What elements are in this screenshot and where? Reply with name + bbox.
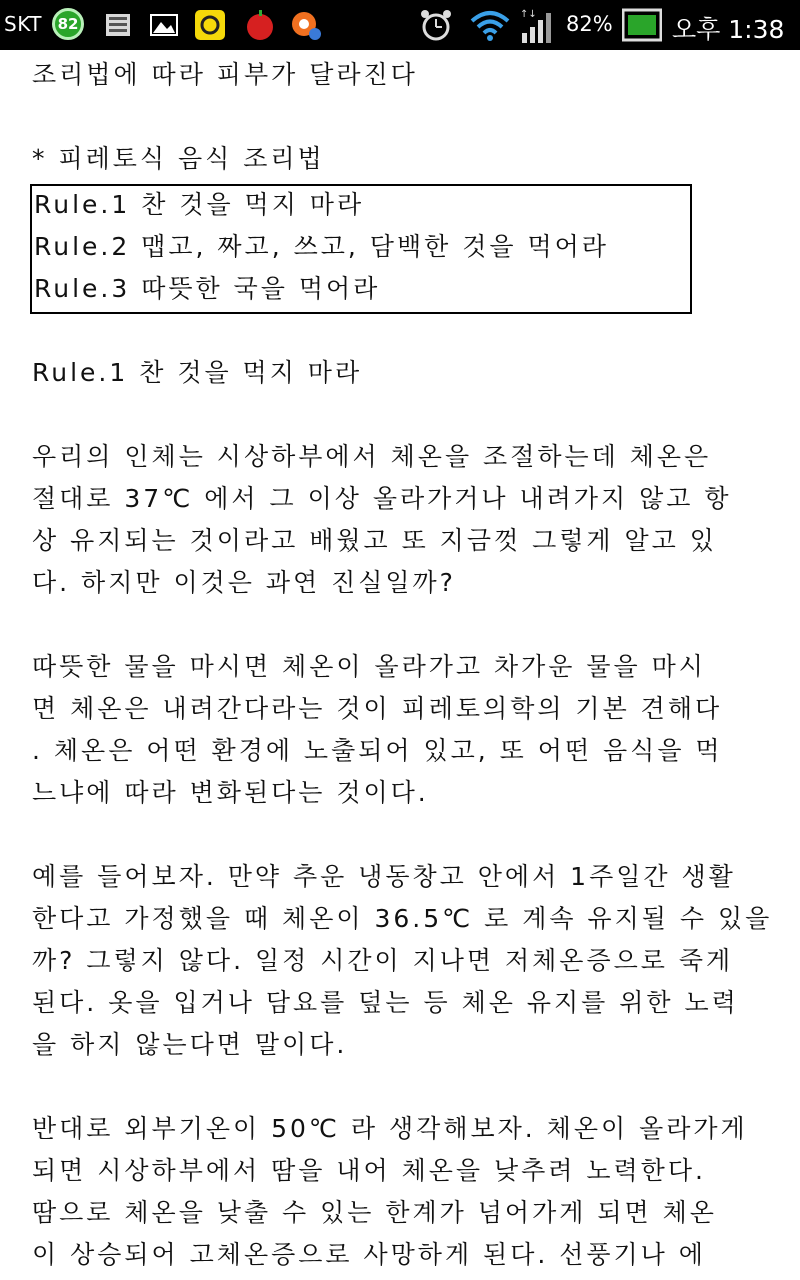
battery-badge-icon: 82 xyxy=(52,8,84,40)
paragraph-line: 다. 하지만 이것은 과연 진실일까? xyxy=(32,568,456,597)
alarm-icon xyxy=(418,7,454,43)
signal-icon xyxy=(518,5,558,45)
paragraph-line: 이 상승되어 고체온증으로 사망하게 된다. 선풍기나 에 xyxy=(32,1240,706,1269)
paragraph-line: 느냐에 따라 변화된다는 것이다. xyxy=(32,778,429,807)
section-heading: * 피레토식 음식 조리법 xyxy=(32,144,325,173)
notes-app-icon xyxy=(194,9,226,41)
paragraph-line: 상 유지되는 것이라고 배웠고 또 지금껏 그렇게 알고 있 xyxy=(32,526,717,555)
rule-box-line: Rule.3 따뜻한 국을 먹어라 xyxy=(34,274,381,303)
paragraph-line: 을 하지 않는다면 말이다. xyxy=(32,1030,348,1059)
wifi-icon xyxy=(470,7,510,43)
paragraph-line: 한다고 가정했을 때 체온이 36.5℃ 로 계속 유지될 수 있을 xyxy=(32,904,773,933)
soccer-app-icon xyxy=(290,9,322,41)
carrier-label: SKT xyxy=(4,12,42,36)
paragraph-line: 된다. 옷을 입거나 담요를 덮는 등 체온 유지를 위한 노력 xyxy=(32,988,739,1017)
image-icon xyxy=(148,9,180,41)
clock: 오후 1:38 xyxy=(672,15,785,44)
paragraph-line: 되면 시상하부에서 땀을 내어 체온을 낮추려 노력한다. xyxy=(32,1156,706,1185)
rule-box-line: Rule.1 찬 것을 먹지 마라 xyxy=(34,190,365,219)
paragraph-line: 절대로 37℃ 에서 그 이상 올라가거나 내려가지 않고 항 xyxy=(32,484,732,513)
battery-percent: 82% xyxy=(566,12,613,36)
rule1-heading: Rule.1 찬 것을 먹지 마라 xyxy=(32,358,363,387)
apple-app-icon xyxy=(244,9,276,41)
status-bar xyxy=(0,0,800,50)
article-title: 조리법에 따라 피부가 달라진다 xyxy=(32,60,418,89)
paragraph-line: 우리의 인체는 시상하부에서 체온을 조절하는데 체온은 xyxy=(32,442,712,471)
rules-box xyxy=(30,184,692,314)
battery-icon xyxy=(622,8,662,42)
paragraph-line: . 체온은 어떤 환경에 노출되어 있고, 또 어떤 음식을 먹 xyxy=(32,736,723,765)
article-content[interactable] xyxy=(0,50,800,1280)
rule-box-line: Rule.2 맵고, 짜고, 쓰고, 담백한 것을 먹어라 xyxy=(34,232,609,261)
paragraph-line: 따뜻한 물을 마시면 체온이 올라가고 차가운 물을 마시 xyxy=(32,652,706,681)
list-icon xyxy=(102,9,134,41)
paragraph-line: 까? 그렇지 않다. 일정 시간이 지나면 저체온증으로 죽게 xyxy=(32,946,734,975)
paragraph-line: 예를 들어보자. 만약 추운 냉동창고 안에서 1주일간 생활 xyxy=(32,862,736,891)
paragraph-line: 반대로 외부기온이 50℃ 라 생각해보자. 체온이 올라가게 xyxy=(32,1114,748,1143)
svg-text:↑↓: ↑↓ xyxy=(520,9,537,20)
paragraph-line: 면 체온은 내려간다라는 것이 피레토의학의 기본 견해다 xyxy=(32,694,723,723)
paragraph-line: 땀으로 체온을 낮출 수 있는 한계가 넘어가게 되면 체온 xyxy=(32,1198,717,1227)
